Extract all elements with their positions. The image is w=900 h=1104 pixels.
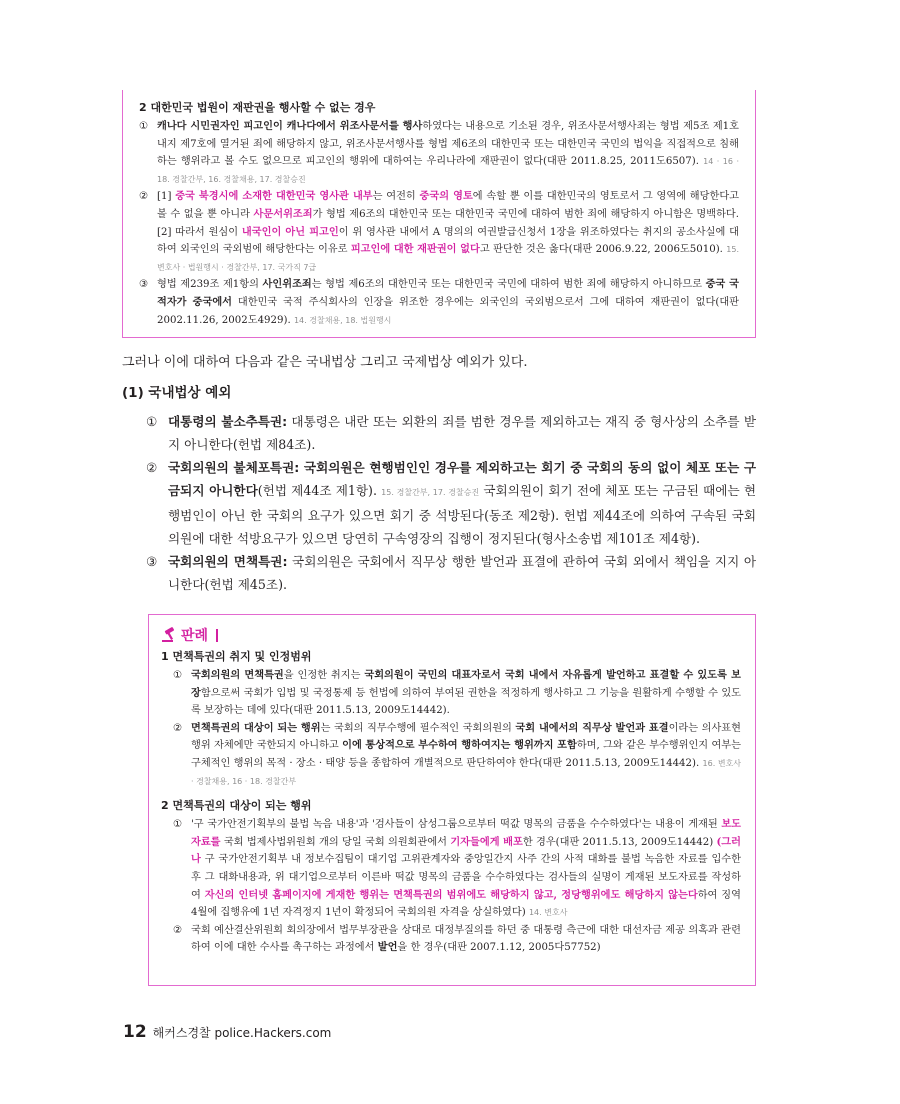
exam-reference: 15. 변호사 · 법원행시 · 경찰간부, 17. 국가직 7급: [157, 245, 739, 272]
text: 는 국회의 직무수행에 필수적인 국회의원의: [320, 722, 516, 734]
text: 하며, 그와 같은 부수행위인지 여부는 구체적인 행위의 목적 · 장소 · 태양 등을 종합하여 개별적으로 판단하여야 한다(대판 2011.5.13, 2009도14442).: [191, 740, 741, 769]
item-number: ②: [173, 722, 183, 734]
exam-reference: 15. 경찰간부, 17. 경찰승진: [381, 488, 480, 497]
highlight-text: 중국 북경시에 소재한 대한민국 영사관 내부: [175, 190, 373, 203]
item-number: ③: [146, 554, 158, 569]
bold-text: 국회의원은 현행범인인 경우를 제외하고는 회기 중 국회의 동의 없이 체포 또는 구금되지 아니한다: [168, 460, 756, 498]
item-title: 국회의원의 불체포특권:: [168, 460, 300, 475]
label-divider: [216, 629, 218, 642]
highlight-text: 보도자료를: [191, 818, 741, 848]
item-number: ①: [146, 414, 158, 429]
text: 는 여전히: [372, 191, 420, 203]
highlight-text: 피고인에 대한 재판권이 없다: [350, 243, 480, 256]
item-number: ②: [139, 191, 149, 203]
item-number: ②: [146, 460, 158, 475]
list-item: [146, 410, 756, 456]
text: 가 형법 제6조의 대한민국 또는 대한민국 국민에 대하여 범한 죄에 해당하지 아니함은 명백하다. [2] 따라서 원심이: [157, 208, 740, 238]
text: 을 인정한 취지는: [283, 670, 365, 681]
precedent-heading: 1 면책특권의 취지 및 인정범위: [161, 650, 312, 663]
text: 에 속할 뿐 이를 대한민국의 영토로서 그 영역에 해당한다고 볼 수 없을 뿐 아니라: [157, 191, 740, 220]
text: 구 국가안전기획부 내 정보수집팀이 대기업 고위관계자와 중앙일간지 사주 간의 사적 대화를 불법 녹음한 자료를 입수한 후 그 대화내용과, 위 대기업으로부터 이른바 떡값 명목의 금품을 수수하였다는 검사들의 실명이 게재된 보도자료를 작성하여: [191, 854, 741, 901]
list-item: [146, 456, 756, 550]
list-item: [173, 816, 741, 922]
exam-reference: 14 · 16 · 18. 경찰간부, 16. 경찰채용, 17. 경찰승진: [157, 157, 739, 184]
bold-text: 국회의원이 국민의 대표자로서 국회 내에서 자유롭게 발언하고 표결할 수 있도록 보장: [191, 669, 741, 699]
text: '구 국가안전기획부의 불법 녹음 내용'과 '검사들이 삼성그룹으로부터 떡값 명목의 금품을 수수하였다'는 내용이 게재된: [191, 819, 722, 831]
item-number: ①: [139, 121, 149, 132]
list-item: [173, 922, 741, 957]
list-item: [139, 276, 739, 329]
text: 형법 제239조 제1항의: [157, 279, 263, 291]
case-box-jurisdiction: [122, 90, 756, 338]
highlight-text: 기자들에게 배포: [450, 835, 523, 848]
highlight-text: 중국의 영토: [419, 190, 473, 203]
text: 국회 예산결산위원회 회의장에서 법무부장관을 상대로 대정부질의를 하던 중 대통령 측근에 대한 대선자금 제공 의혹과 관련하여 이에 대한 수사를 촉구하는 과정에서: [191, 924, 741, 954]
footer-text: 해커스경찰 police.Hackers.com: [152, 1026, 332, 1040]
text: 국회의원이 회기 전에 체포 또는 구금된 때에는 현행범인이 아닌 한 국회의 요구가 있으면 회기 중 석방된다(동조 제2항). 헌법 제44조에 의하여 구속된 국회의원에 대한 석방요구가 있으면 당연히 구속영장의 집행이 정지된다(형사소송법 제101조 제4항).: [168, 483, 756, 546]
text: 는 형법 제6조의 대한민국 또는 대한민국 국민에 대하여 범한 죄에 해당하지 아니하므로: [311, 279, 706, 291]
page-footer: [123, 1022, 331, 1042]
precedent-label: [161, 625, 741, 645]
text: (헌법 제44조 제1항).: [257, 483, 382, 498]
list-item: [146, 550, 756, 596]
text: 대한민국 국적 주식회사의 인장을 위조한 경우에는 외국인의 국외범으로서 그에 대하여 재판권이 없다(대판 2002.11.26, 2002도4929).: [157, 296, 739, 326]
gavel-icon: [161, 627, 179, 643]
bold-text: 국회 내에서의 직무상 발언과 표결: [515, 721, 669, 734]
exam-reference: 14. 변호사: [528, 908, 568, 918]
text: 함으로써 국회가 입법 및 국정통제 등 헌법에 의하여 부여된 권한을 적정하게 행사하고 그 기능을 원활하게 수행할 수 있도록 보장하는 데에 있다(대판 2011.5.13, 2009도14442).: [191, 687, 741, 717]
bold-text: 이에 통상적으로 부수하여 행하여지는 행위까지 포함: [342, 739, 577, 752]
item-number: ①: [173, 819, 183, 831]
exam-reference: 14. 경찰채용, 18. 법원행시: [293, 315, 392, 325]
precedent-box: [148, 614, 756, 986]
bold-text: 국회의원의 면책특권: [191, 669, 284, 681]
exam-reference: 16. 변호사 · 경찰채용, 16 · 18. 경찰간부: [191, 758, 741, 786]
item-number: ①: [173, 670, 183, 681]
highlight-text: 내국인이 아닌 피고인: [241, 225, 339, 238]
highlight-text: 사문서위조죄: [253, 207, 313, 220]
bold-text: 발언: [377, 941, 398, 954]
list-item: [139, 188, 739, 276]
text: 국회 법제사법위원회 개의 당일 국회 의원회관에서: [220, 836, 451, 848]
text: [1]: [157, 191, 176, 203]
section-heading: (1) 국내법상 예외: [122, 385, 232, 401]
bold-text: 캐나다 시민권자인 피고인이 캐나다에서 위조사문서를 행사: [157, 120, 423, 132]
precedent-heading: 2 면책특권의 대상이 되는 행위: [161, 799, 312, 813]
item-number: ②: [173, 924, 183, 936]
text: 고 판단한 것은 옳다(대판 2006.9.22, 2006도5010).: [479, 244, 723, 256]
highlight-text: 자신의 인터넷 홈페이지에 게재한 행위는 면책특권의 범위에도 해당하지 않고, 정당행위에도 해당하지 않는다: [204, 888, 698, 901]
item-title: 국회의원의 면책특권:: [168, 554, 288, 569]
intro-paragraph: 그러나 이에 대하여 다음과 같은 국내법상 그리고 국제법상 예외가 있다.: [122, 355, 528, 370]
text: 이라는 의사표현행위 자체에만 국한되지 아니하고: [191, 722, 741, 752]
item-number: ③: [139, 279, 149, 291]
bold-text: 면책특권의 대상이 되는 행위: [191, 721, 321, 734]
box1-heading: 2 대한민국 법원이 재판권을 행사할 수 없는 경우: [139, 101, 376, 114]
text: 대통령은 내란 또는 외환의 죄를 범한 경우를 제외하고는 재직 중 형사상의 소추를 받지 아니한다(헌법 제84조).: [168, 414, 756, 452]
list-item: [173, 720, 741, 790]
text: 한 경우(대판 2011.5.13, 2009도14442): [522, 836, 717, 848]
text: 하였다는 내용으로 기소된 경우, 위조사문서행사죄는 형법 제5조 제1호 내지 제7호에 열거된 죄에 해당하지 않고, 위조사문서행사를 형법 제6조의 대한민국 또는 대한민국 국민의 법익을 직접적으로 침해하는 행위라고 볼 수도 없으므로 피고인의 행위에 대하여는 우리나라에 재판권이 없다(대판 2011.8.25, 2011도6507).: [157, 121, 740, 168]
text: 을 한 경우(대판 2007.1.12, 2005다57752): [397, 942, 601, 954]
list-item: [173, 667, 741, 720]
highlight-text: (그러나: [191, 835, 741, 866]
domestic-exceptions-list: [146, 410, 756, 596]
text: 하여 징역 4월에 집행유예 1년 자격정지 1년이 확정되어 국회의원 자격을 상실하였다): [191, 889, 741, 919]
list-item: [139, 118, 739, 188]
bold-text: 중국 국적자가 중국에서: [157, 278, 740, 308]
item-title: 대통령의 불소추특권:: [168, 414, 288, 429]
bold-text: 사인위조죄: [262, 278, 312, 291]
page-number: 12: [123, 1022, 147, 1042]
precedent-label-text: 판례: [181, 628, 209, 644]
text: 이 위 영사관 내에서 A 명의의 여권발급신청서 1장을 위조하였다는 취지의 공소사실에 대하여 외국인의 국외범에 해당한다는 이유로: [157, 226, 739, 256]
text: 국회의원은 국회에서 직무상 행한 발언과 표결에 관하여 국회 외에서 책임을 지지 아니한다(헌법 제45조).: [168, 554, 756, 592]
